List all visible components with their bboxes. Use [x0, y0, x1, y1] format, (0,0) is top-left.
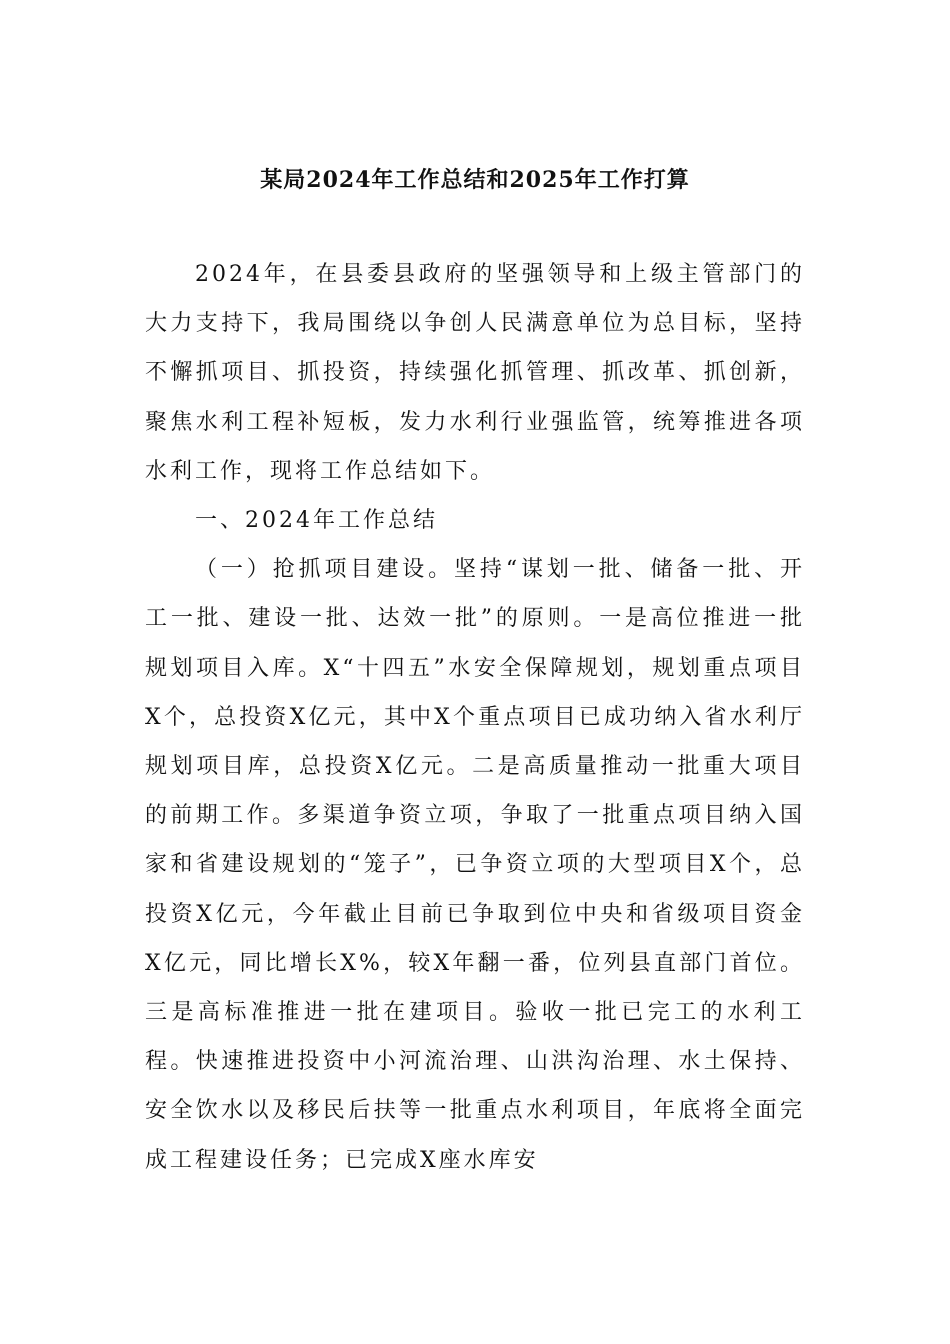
- document-body: [145, 250, 805, 1185]
- project-construction-paragraph: （一）抢抓项目建设。坚持“谋划一批、储备一批、开工一批、建设一批、达效一批”的原则。一是高位推进一批规划项目入库。X“十四五”水安全保障规划，规划重点项目X个，总投资X亿元，其中X个重点项目已成功纳入省水利厅规划项目库，总投资X亿元。二是高质量推动一批重大项目的前期工作。多渠道争资立项，争取了一批重点项目纳入国家和省建设规划的“笼子”，已争资立项的大型项目X个，总投资X亿元，今年截止目前已争取到位中央和省级项目资金X亿元，同比增长X%，较X年翻一番，位列县直部门首位。三是高标准推进一批在建项目。验收一批已完工的水利工程。快速推进投资中小河流治理、山洪沟治理、水土保持、安全饮水以及移民后扶等一批重点水利项目，年底将全面完成工程建设任务；已完成X座水库安: [145, 557, 805, 1173]
- section-heading-summary: 一、2024年工作总结: [195, 508, 438, 534]
- intro-paragraph: 2024年，在县委县政府的坚强领导和上级主管部门的大力支持下，我局围绕以争创人民满意单位为总目标，坚持不懈抓项目、抓投资，持续强化抓管理、抓改革、抓创新，聚焦水利工程补短板，发力水利行业强监管，统筹推进各项水利工作，现将工作总结如下。: [145, 262, 805, 484]
- document-title: 某局2024年工作总结和2025年工作打算: [260, 167, 690, 193]
